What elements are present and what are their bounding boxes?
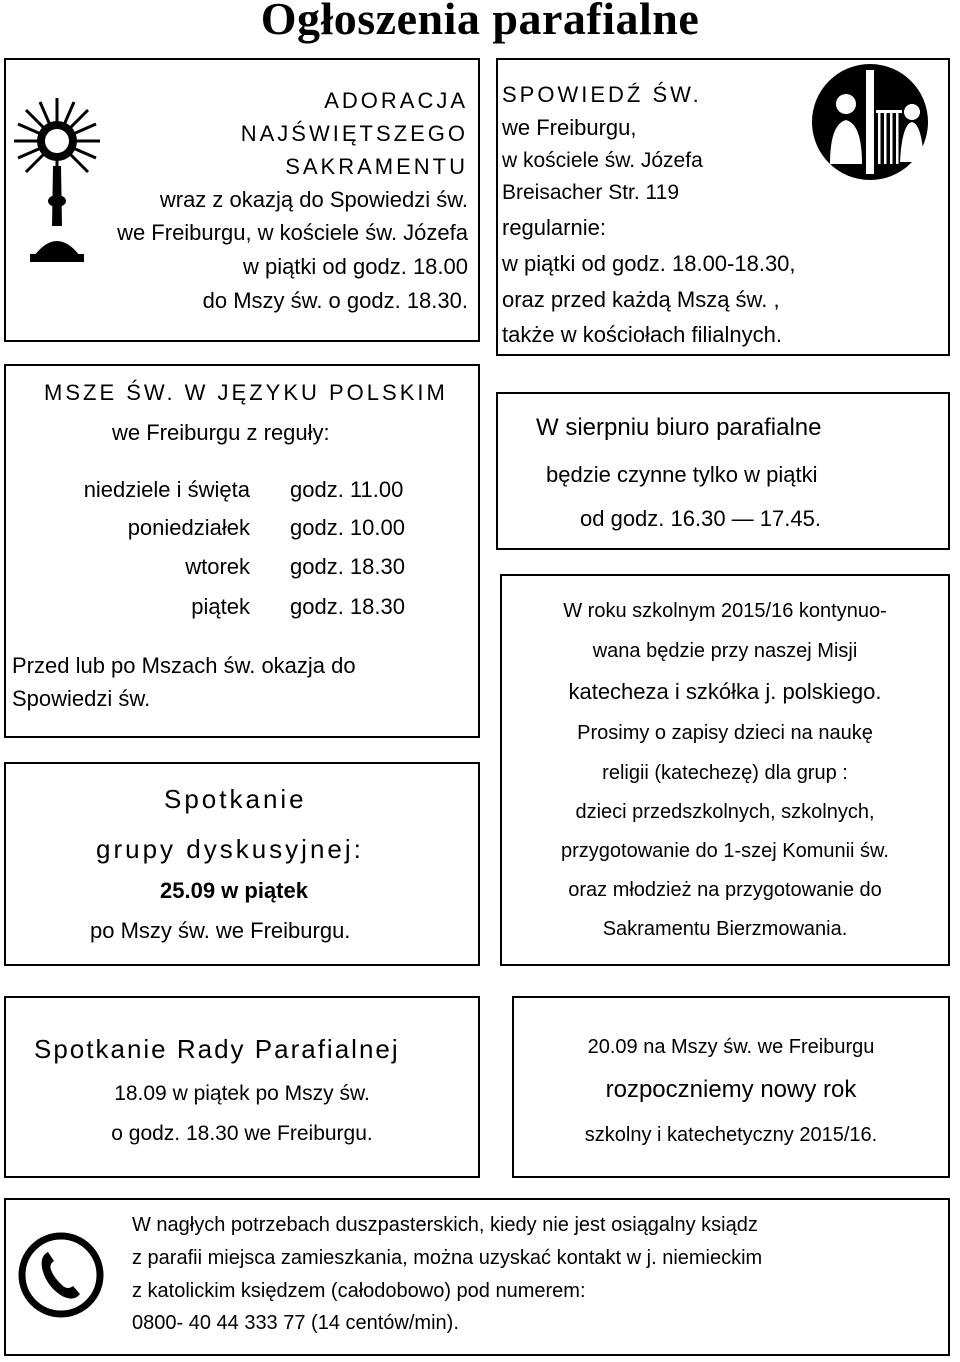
adoration-line-2: NAJŚWIĘTSZEGO [240,121,468,146]
council-title: Spotkanie Rady Parafialnej [34,1034,400,1064]
adoration-line-4: wraz z okazją do Spowiedzi św. [159,187,468,212]
confession-line-3: Breisacher Str. 119 [502,181,680,204]
newyear-line-2: rozpoczniemy nowy rok [605,1076,857,1103]
adoration-line-7: do Mszy św. o godz. 18.30. [202,288,468,313]
catechesis-line-7: przygotowanie do 1-szej Komunii św. [561,840,889,862]
schedule-time-1: godz. 11.00 [290,477,404,502]
catechesis-line-2: wana będzie przy naszej Misji [592,640,858,662]
office-line-2: będzie czynne tylko w piątki [546,462,818,487]
adoration-line-6: w piątki od godz. 18.00 [242,254,468,279]
catechesis-line-3: katecheza i szkółka j. polskiego. [568,679,882,704]
council-line-1: 18.09 w piątek po Mszy św. [114,1082,370,1105]
newyear-box [512,996,950,1178]
adoration-line-1: ADORACJA [324,88,468,113]
discussion-title-1: Spotkanie [164,784,307,814]
confession-line-6: oraz przed każdą Mszą św. , [502,287,780,312]
confession-note-1: Przed lub po Mszach św. okazja do [12,653,356,678]
catechesis-line-4: Prosimy o zapisy dzieci na naukę [577,722,873,744]
emergency-line-3: z katolickim księdzem (całodobowo) pod numerem: [132,1280,586,1302]
schedule-time-2: godz. 10.00 [290,515,405,540]
monstrance-icon [12,96,102,266]
schedule-day-1: niedziele i święta [83,477,250,502]
discussion-date: 25.09 w piątek [160,878,308,903]
confession-line-7: także w kościołach filialnych. [502,322,783,347]
catechesis-box [500,574,950,966]
confession-line-4: regularnie: [502,215,606,240]
telephone-icon [18,1232,104,1318]
adoration-line-5: we Freiburgu, w kościele św. Józefa [117,220,468,245]
newyear-line-3: szkolny i katechetyczny 2015/16. [584,1124,878,1146]
confession-line-5: w piątki od godz. 18.00-18.30, [502,251,796,276]
confession-note-2: Spowiedzi św. [12,686,151,711]
confessional-icon [800,62,940,182]
office-box [496,392,950,550]
confession-line-1: we Freiburgu, [502,115,637,140]
emergency-line-2: z parafii miejsca zamieszkania, można uzyskać kontakt w j. niemieckim [132,1247,763,1269]
catechesis-line-1: W roku szkolnym 2015/16 kontynuo- [563,600,887,622]
discussion-box [4,762,480,966]
adoration-line-3: SAKRAMENTU [285,154,468,179]
schedule-day-4: piątek [191,594,250,619]
catechesis-line-6: dzieci przedszkolnych, szkolnych, [575,801,875,823]
schedule-time-4: godz. 18.30 [290,594,405,619]
catechesis-line-9: Sakramentu Bierzmowania. [602,918,848,940]
schedule-day-3: wtorek [185,554,250,579]
page-title: Ogłoszenia parafialne [260,0,700,44]
schedule-day-2: poniedziałek [127,515,250,540]
council-line-2: o godz. 18.30 we Freiburgu. [111,1122,373,1145]
discussion-place: po Mszy św. we Freiburgu. [90,918,351,943]
emergency-box [4,1198,950,1356]
masses-heading: MSZE ŚW. W JĘZYKU POLSKIM [44,380,448,405]
newyear-line-1: 20.09 na Mszy św. we Freiburgu [587,1036,875,1058]
emergency-phone-number: 0800- 40 44 333 77 (14 centów/min). [132,1312,459,1334]
catechesis-line-5: religii (katechezę) dla grup : [602,762,848,784]
schedule-time-3: godz. 18.30 [290,554,405,579]
masses-box [4,364,480,738]
emergency-line-1: W nagłych potrzebach duszpasterskich, kiedy nie jest osiągalny ksiądz [132,1214,758,1236]
confession-box [496,58,950,356]
adoration-box [4,58,480,342]
office-line-1: W sierpniu biuro parafialne [536,414,822,441]
masses-subheading: we Freiburgu z reguły: [112,420,330,445]
confession-line-2: w kościele św. Józefa [502,149,703,172]
office-line-3: od godz. 16.30 — 17.45. [580,506,821,531]
catechesis-line-8: oraz młodzież na przygotowanie do [568,879,882,901]
discussion-title-2: grupy dyskusyjnej: [96,834,364,864]
council-box [4,996,480,1178]
confession-heading: SPOWIEDŹ ŚW. [502,82,702,107]
